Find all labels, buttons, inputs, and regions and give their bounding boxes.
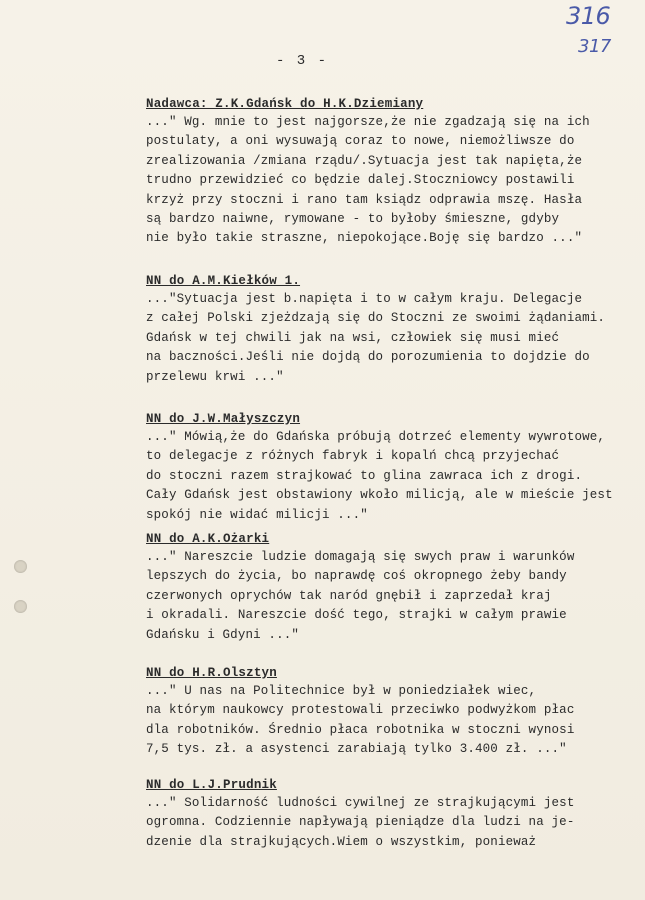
- excerpt-line: Cały Gdańsk jest obstawiony wkoło milicją, ale w mieście jest: [146, 488, 613, 503]
- excerpt-line: to delegacje z różnych fabryk i kopalń chcą przyjechać: [146, 449, 560, 464]
- punch-hole: [14, 560, 27, 573]
- excerpt-line: czerwonych oprychów tak naród gnębił i zaprzedał kraj: [146, 588, 552, 603]
- excerpt-header: NN do L.J.Prudnik: [146, 778, 277, 792]
- excerpt-line: 7,5 tys. zł. a asystenci zarabiają tylko 3.400 zł. ...": [146, 742, 567, 757]
- letter-excerpt: [146, 530, 636, 645]
- excerpt-line: ..." Mówią,że do Gdańska próbują dotrzeć elementy wywrotowe,: [146, 430, 606, 444]
- excerpt-line: ..." Solidarność ludności cywilnej ze strajkującymi jest: [146, 796, 575, 810]
- excerpt-line: postulaty, a oni wysuwają coraz to nowe, niemożliwsze do: [146, 134, 575, 149]
- letter-excerpt: [146, 664, 636, 760]
- letter-excerpt: [146, 410, 636, 525]
- excerpt-line: na którym naukowcy protestowali przeciwko podwyżkom płac: [146, 703, 575, 718]
- excerpt-line: dzenie dla strajkujących.Wiem o wszystkim, ponieważ: [146, 834, 537, 849]
- handwritten-page-mark-secondary: 317: [578, 36, 611, 57]
- handwritten-page-mark: 316: [566, 2, 611, 30]
- excerpt-header: Nadawca: Z.K.Gdańsk do H.K.Dziemiany: [146, 97, 424, 111]
- excerpt-line: do stoczni razem strajkować to glina zawraca ich z drogi.: [146, 468, 583, 483]
- excerpt-line: ..." U nas na Politechnice był w poniedziałek wiec,: [146, 684, 537, 698]
- excerpt-line: przelewu krwi ...": [146, 369, 284, 384]
- excerpt-line: i okradali. Nareszcie dość tego, strajki w całym prawie: [146, 608, 567, 623]
- excerpt-line: ..."Sytuacja jest b.napięta i to w całym kraju. Delegacje: [146, 292, 583, 306]
- excerpt-line: Gdańsk w tej chwili jak na wsi, człowiek się musi mieć: [146, 330, 560, 345]
- excerpt-header: NN do J.W.Małyszczyn: [146, 412, 301, 426]
- excerpt-line: z całej Polski zjeżdzają się do Stoczni ze swoimi żądaniami.: [146, 311, 606, 326]
- letter-excerpt: [146, 272, 636, 387]
- letter-excerpt: [146, 776, 636, 852]
- excerpt-line: ogromna. Codziennie napływają pieniądze dla ludzi na je-: [146, 815, 575, 830]
- letter-excerpt: [146, 95, 636, 249]
- excerpt-header: NN do A.M.Kiełków 1.: [146, 274, 301, 288]
- excerpt-line: są bardzo naiwne, rymowane - to byłoby śmieszne, gdyby: [146, 212, 560, 227]
- punch-hole: [14, 600, 27, 613]
- excerpt-line: ..." Nareszcie ludzie domagają się swych praw i warunków: [146, 550, 575, 564]
- excerpt-line: lepszych do życia, bo naprawdę coś okropnego żeby bandy: [146, 569, 567, 584]
- excerpt-line: spokój nie widać milicji ...": [146, 507, 368, 522]
- excerpt-line: nie było takie straszne, niepokojące.Boję się bardzo ...": [146, 231, 583, 246]
- excerpt-line: krzyż przy stoczni i rano tam ksiądz odprawia mszę. Hasła: [146, 192, 583, 207]
- excerpt-line: zrealizowania /zmiana rządu/.Sytuacja jest tak napięta,że: [146, 153, 583, 168]
- page-number: - 3 -: [276, 53, 329, 69]
- excerpt-line: dla robotników. Średnio płaca robotnika w stoczni wynosi: [146, 722, 575, 737]
- excerpt-header: NN do H.R.Olsztyn: [146, 666, 277, 680]
- excerpt-line: na baczności.Jeśli nie dojdą do porozumienia to dojdzie do: [146, 350, 590, 365]
- excerpt-line: ..." Wg. mnie to jest najgorsze,że nie zgadzają się na ich: [146, 115, 590, 129]
- excerpt-line: Gdańsku i Gdyni ...": [146, 627, 300, 642]
- excerpt-header: NN do A.K.Ożarki: [146, 532, 270, 546]
- excerpt-line: trudno przewidzieć co będzie dalej.Stoczniowcy postawili: [146, 173, 575, 188]
